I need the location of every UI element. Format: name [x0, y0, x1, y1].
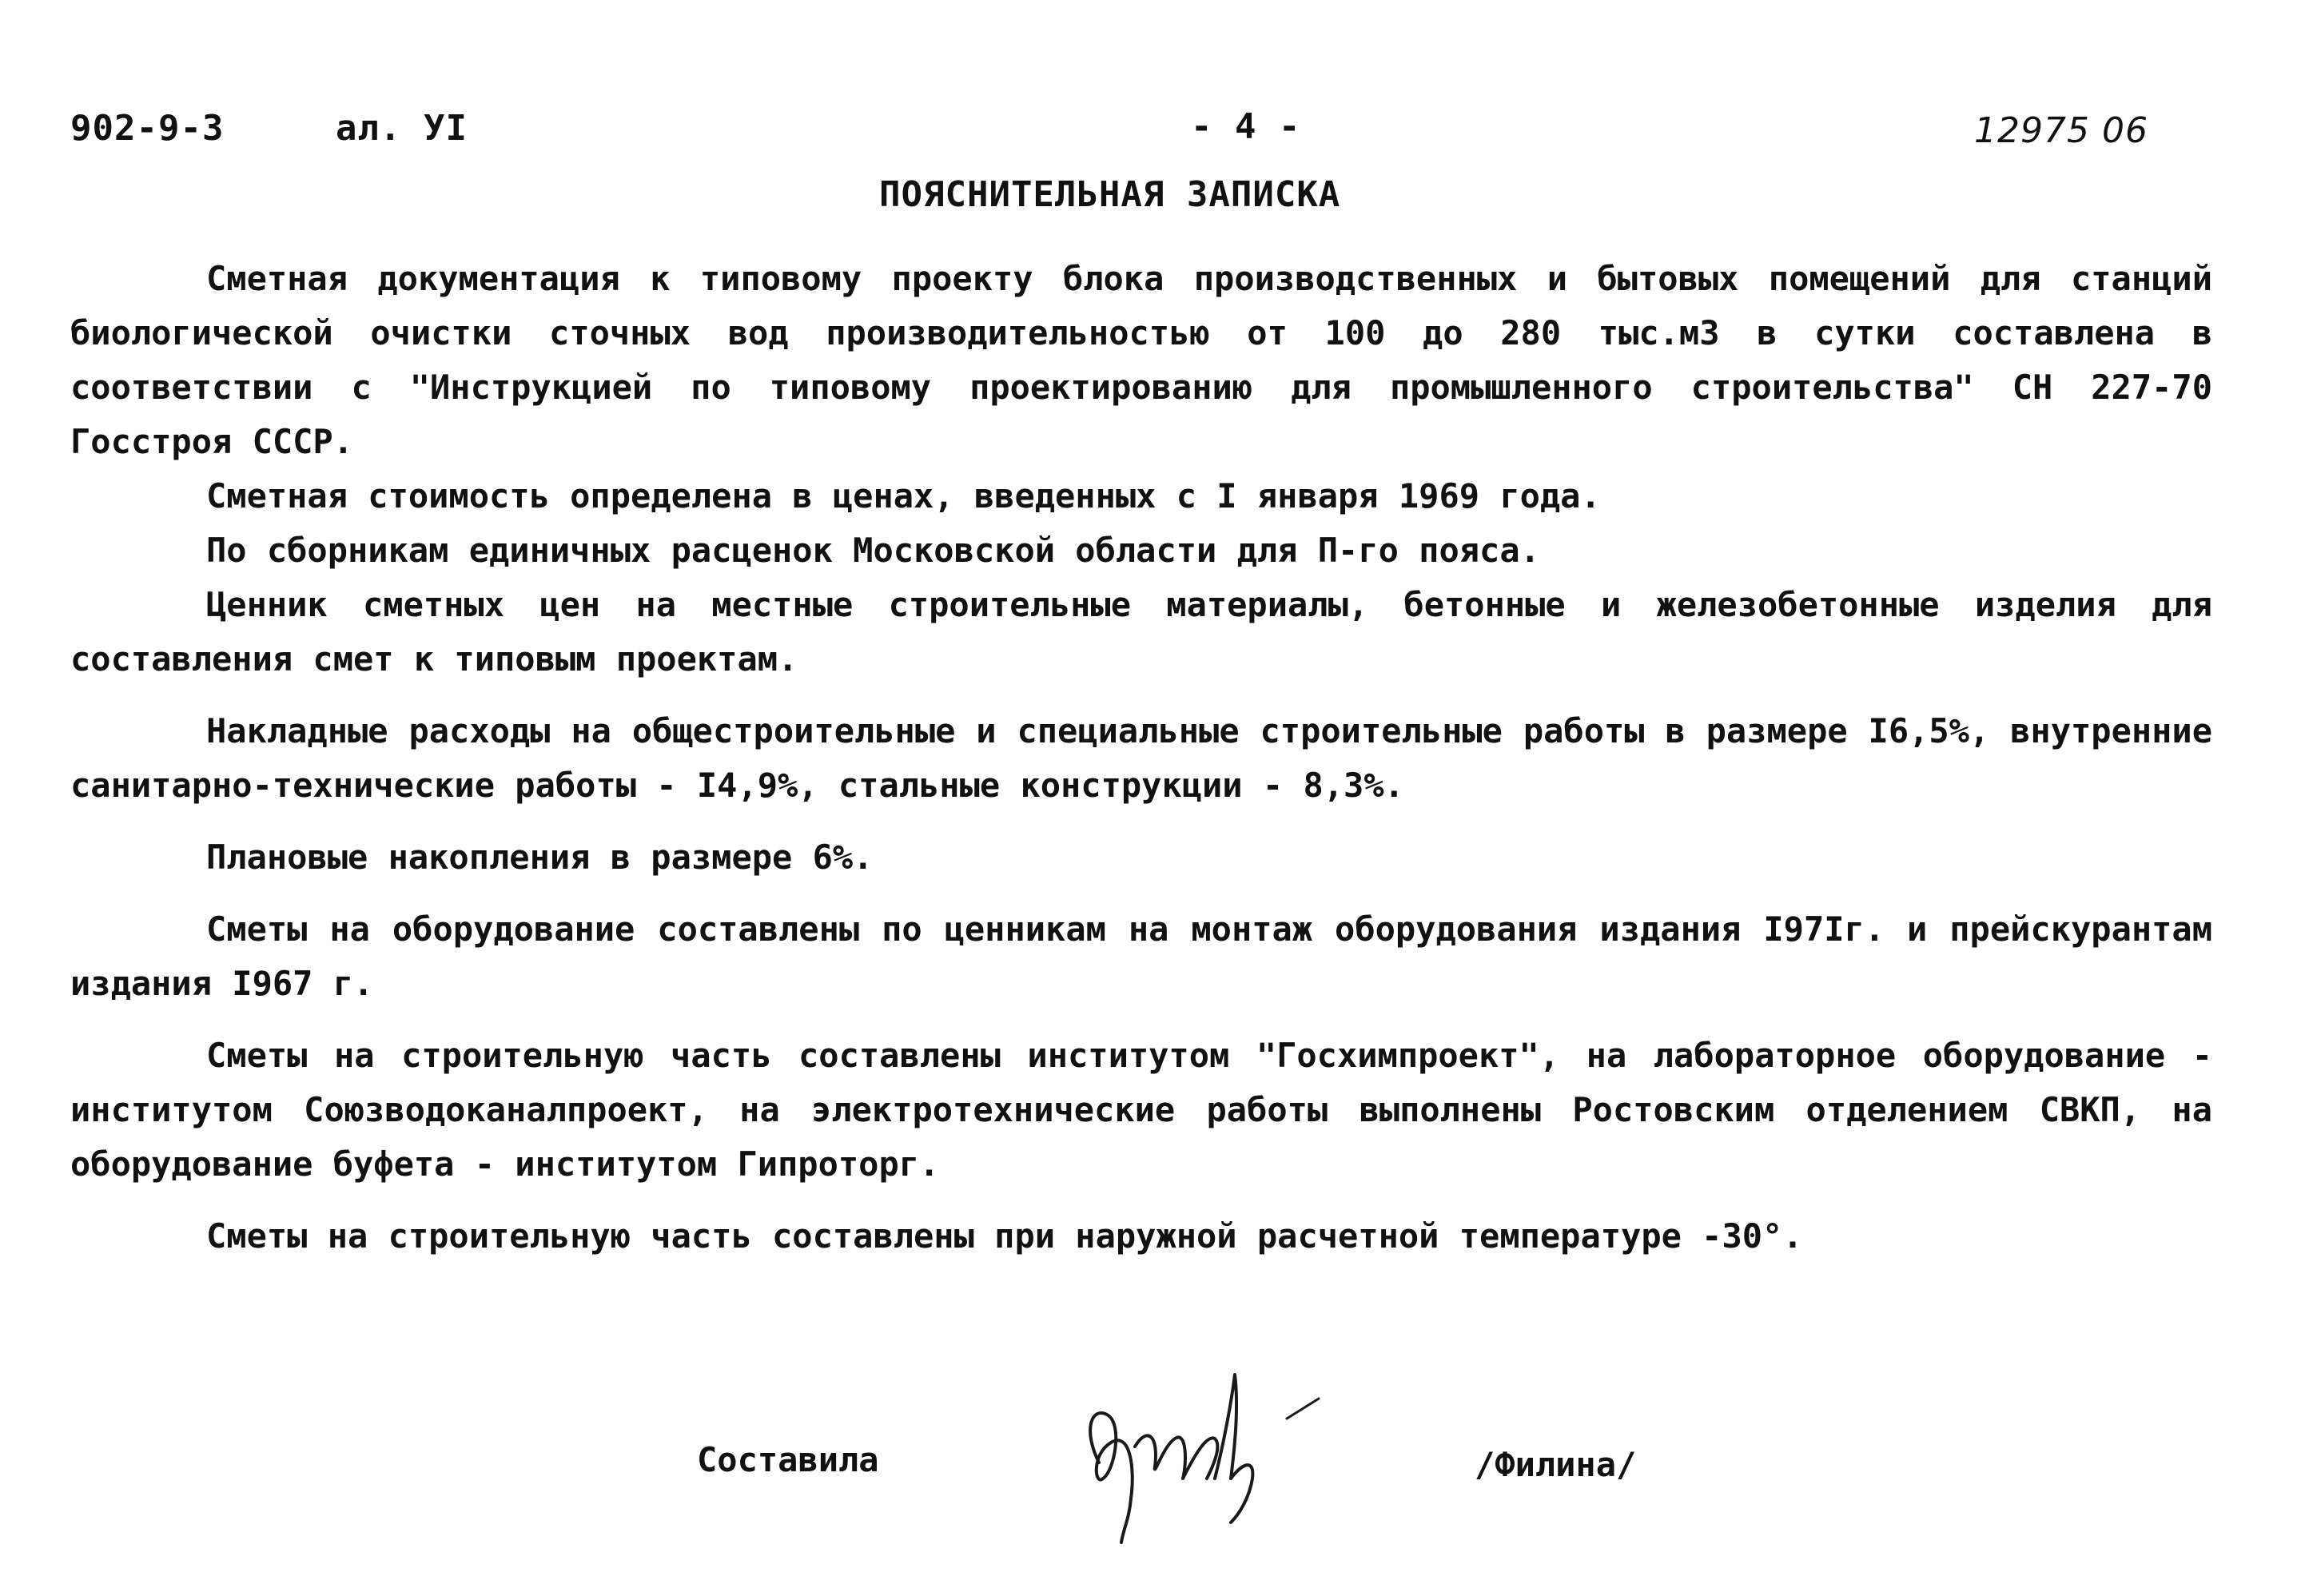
handwritten-signature [1075, 1359, 1347, 1558]
signature-label: Составила [697, 1440, 879, 1479]
paragraph-scope: Сметная документация к типовому проекту блока производственных и бытовых помещений для станций биологической очистки сточных вод производительностью от 100 до 280 тыс.м3 в сутки составлена в соответствии с "Инструкцией по типовому проектированию для промышленного строительства" СН 227-70 Госстроя СССР. [70, 259, 2212, 461]
paragraph-overheads: Накладные расходы на общестроительные и специальные строительные работы в размере I6,5%, внутренние санитарно-технические работы - I4,9%, стальные конструкции - 8,3%. [70, 711, 2212, 805]
page-number: - 4 - [1191, 106, 1301, 147]
paragraph-price-list: Ценник сметных цен на местные строительные материалы, бетонные и железобетонные изделия для составления смет к типовым проектам. [70, 585, 2212, 679]
document-body [70, 252, 2212, 1264]
paragraph-temperature: Сметы на строительную часть составлены при наружной расчетной температуре -30°. [206, 1216, 1803, 1256]
paragraph-authors: Сметы на строительную часть составлены институтом "Госхимпроект", на лабораторное оборудование - институтом Союзводоканалпроект, на электротехнические работы выполнены Ростовским отделением СВКП, на оборудование буфета - институтом Гипроторг. [70, 1036, 2212, 1184]
album-number: ал. УI [336, 108, 468, 149]
paragraph-savings: Плановые накопления в размере 6%. [206, 838, 874, 877]
document-title: ПОЯСНИТЕЛЬНАЯ ЗАПИСКА [879, 174, 1341, 215]
paragraph-prices: Сметная стоимость определена в ценах, введенных с I января 1969 года. [206, 476, 1601, 515]
signatory-name: /Филина/ [1475, 1445, 1637, 1484]
paragraph-equipment: Сметы на оборудование составлены по ценникам на монтаж оборудования издания I97Iг. и прейскурантам издания I967 г. [70, 909, 2212, 1003]
inventory-number: 12975 06 [1974, 110, 2148, 151]
paragraph-rates: По сборникам единичных расценок Московской области для П-го пояса. [206, 531, 1540, 570]
series-code: 902-9-3 [70, 108, 225, 149]
